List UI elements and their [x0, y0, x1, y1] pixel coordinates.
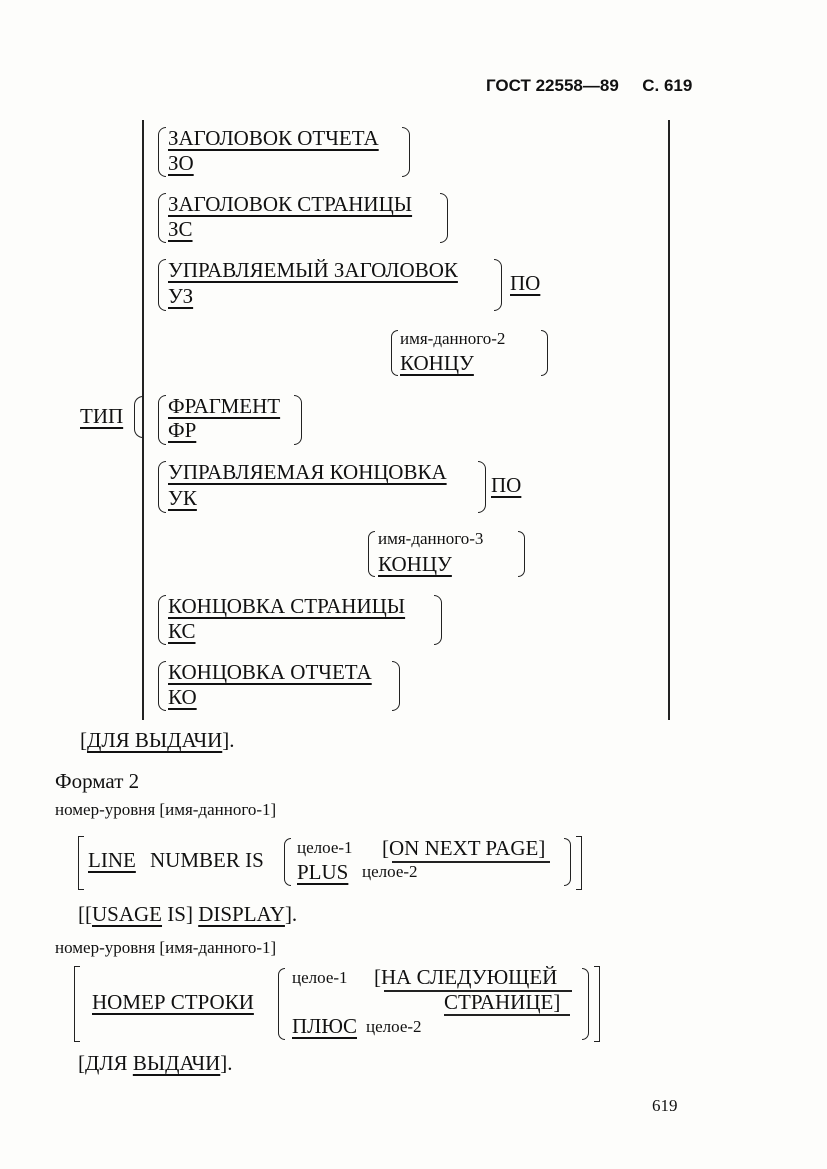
brace-name3-left: [368, 531, 375, 577]
ks-full: КОНЦОВКА СТРАНИЦЫ: [168, 594, 406, 618]
celoe-2-en: целое-2: [362, 862, 418, 881]
brace-name2-right: [541, 330, 548, 376]
dlya-open-2: [ДЛЯ: [78, 1051, 128, 1075]
display-keyword: DISPLAY: [198, 902, 285, 926]
brace-ks-left: [158, 595, 166, 645]
plyus-keyword: ПЛЮС: [292, 1014, 357, 1038]
dlya-vydachi-text: ДЛЯ ВЫДАЧИ: [87, 728, 223, 752]
brace-uk-left: [158, 461, 166, 513]
kontsu-2: КОНЦУ: [378, 552, 452, 576]
document-header: [486, 76, 692, 96]
plus-keyword: PLUS: [297, 860, 349, 884]
brace-zo-left: [158, 127, 166, 177]
page-ref: С. 619: [642, 76, 693, 95]
ks-abbr: КС: [168, 619, 196, 643]
on-next-page: [ON NEXT PAGE]: [382, 836, 546, 860]
number-is: NUMBER IS: [150, 848, 264, 872]
dlya-close-bracket: ].: [222, 728, 235, 752]
uz-full: УПРАВЛЯЕМЫЙ ЗАГОЛОВОК: [168, 258, 458, 282]
line-number-brace-right: [564, 838, 571, 886]
usage-keyword: USAGE: [92, 902, 163, 926]
level-line-1: номер-уровня [имя-данного-1]: [55, 800, 277, 819]
usage-close: ].: [284, 902, 298, 926]
brace-uk-right: [478, 461, 486, 513]
brace-ko-left: [158, 661, 166, 711]
nomer-close-bracket: [594, 966, 600, 1042]
brace-name3-right: [518, 531, 525, 577]
vydachi-keyword: ВЫДАЧИ: [132, 1051, 221, 1075]
brace-zs-left: [158, 193, 166, 243]
ko-full: КОНЦОВКА ОТЧЕТА: [168, 660, 372, 684]
vydachi-close: ].: [220, 1051, 233, 1075]
brace-uz-left: [158, 259, 166, 311]
brace-zo-right: [402, 127, 410, 177]
line-keyword: LINE: [88, 848, 136, 872]
po-keyword-2: ПО: [491, 473, 522, 497]
brace-name2-left: [391, 330, 398, 376]
na-sleduyushchey: [НА СЛЕДУЮЩЕЙ: [374, 965, 558, 989]
nomer-open-bracket: [74, 966, 80, 1042]
level-line-2: номер-уровня [имя-данного-1]: [55, 938, 277, 957]
uz-abbr: УЗ: [168, 284, 194, 308]
line-number-brace-left: [284, 838, 291, 886]
usage-open: [[: [78, 902, 92, 926]
celoe-2-ru: целое-2: [366, 1017, 422, 1036]
uk-full: УПРАВЛЯЕМАЯ КОНЦОВКА: [168, 460, 447, 484]
uk-abbr: УК: [168, 486, 197, 510]
zo-full: ЗАГОЛОВОК ОТЧЕТА: [168, 126, 379, 150]
stranitse-underline: [444, 1014, 570, 1016]
ko-abbr: КО: [168, 685, 197, 709]
line-number-close-bracket: [576, 836, 582, 890]
po-keyword-1: ПО: [510, 271, 541, 295]
brace-ko-right: [392, 661, 400, 711]
page-number: 619: [652, 1096, 678, 1115]
brace-fr-right: [294, 395, 302, 445]
outer-brace-right: [668, 120, 670, 720]
brace-zs-right: [440, 193, 448, 243]
celoe-1-en: целое-1: [297, 838, 353, 857]
is-keyword: IS]: [167, 902, 193, 926]
usage-line: [78, 902, 297, 926]
format2-title: Формат 2: [55, 769, 140, 793]
tip-keyword: ТИП: [80, 404, 124, 428]
fr-abbr: ФР: [168, 418, 197, 442]
nomer-stroki: НОМЕР СТРОКИ: [92, 990, 254, 1014]
name3: имя-данного-3: [378, 529, 484, 548]
name2: имя-данного-2: [400, 329, 506, 348]
zs-full: ЗАГОЛОВОК СТРАНИЦЫ: [168, 192, 413, 216]
kontsu-1: КОНЦУ: [400, 351, 474, 375]
zs-abbr: ЗС: [168, 217, 193, 241]
dlya-vydachi-2: [78, 1051, 233, 1075]
zo-abbr: ЗО: [168, 151, 194, 175]
brace-fr-left: [158, 395, 166, 445]
gost-number: ГОСТ 22558—89: [486, 76, 619, 95]
nomer-brace-right: [582, 968, 589, 1040]
fr-full: ФРАГМЕНТ: [168, 394, 281, 418]
tip-brace: [134, 396, 143, 438]
stranitse: СТРАНИЦЕ]: [444, 990, 561, 1014]
dlya-vydachi-1: [80, 728, 235, 752]
nomer-brace-left: [278, 968, 285, 1040]
brace-uz-right: [494, 259, 502, 311]
celoe-1-ru: целое-1: [292, 968, 348, 987]
brace-ks-right: [434, 595, 442, 645]
dlya-open-bracket: [: [80, 728, 87, 752]
line-number-open-bracket: [78, 836, 84, 890]
